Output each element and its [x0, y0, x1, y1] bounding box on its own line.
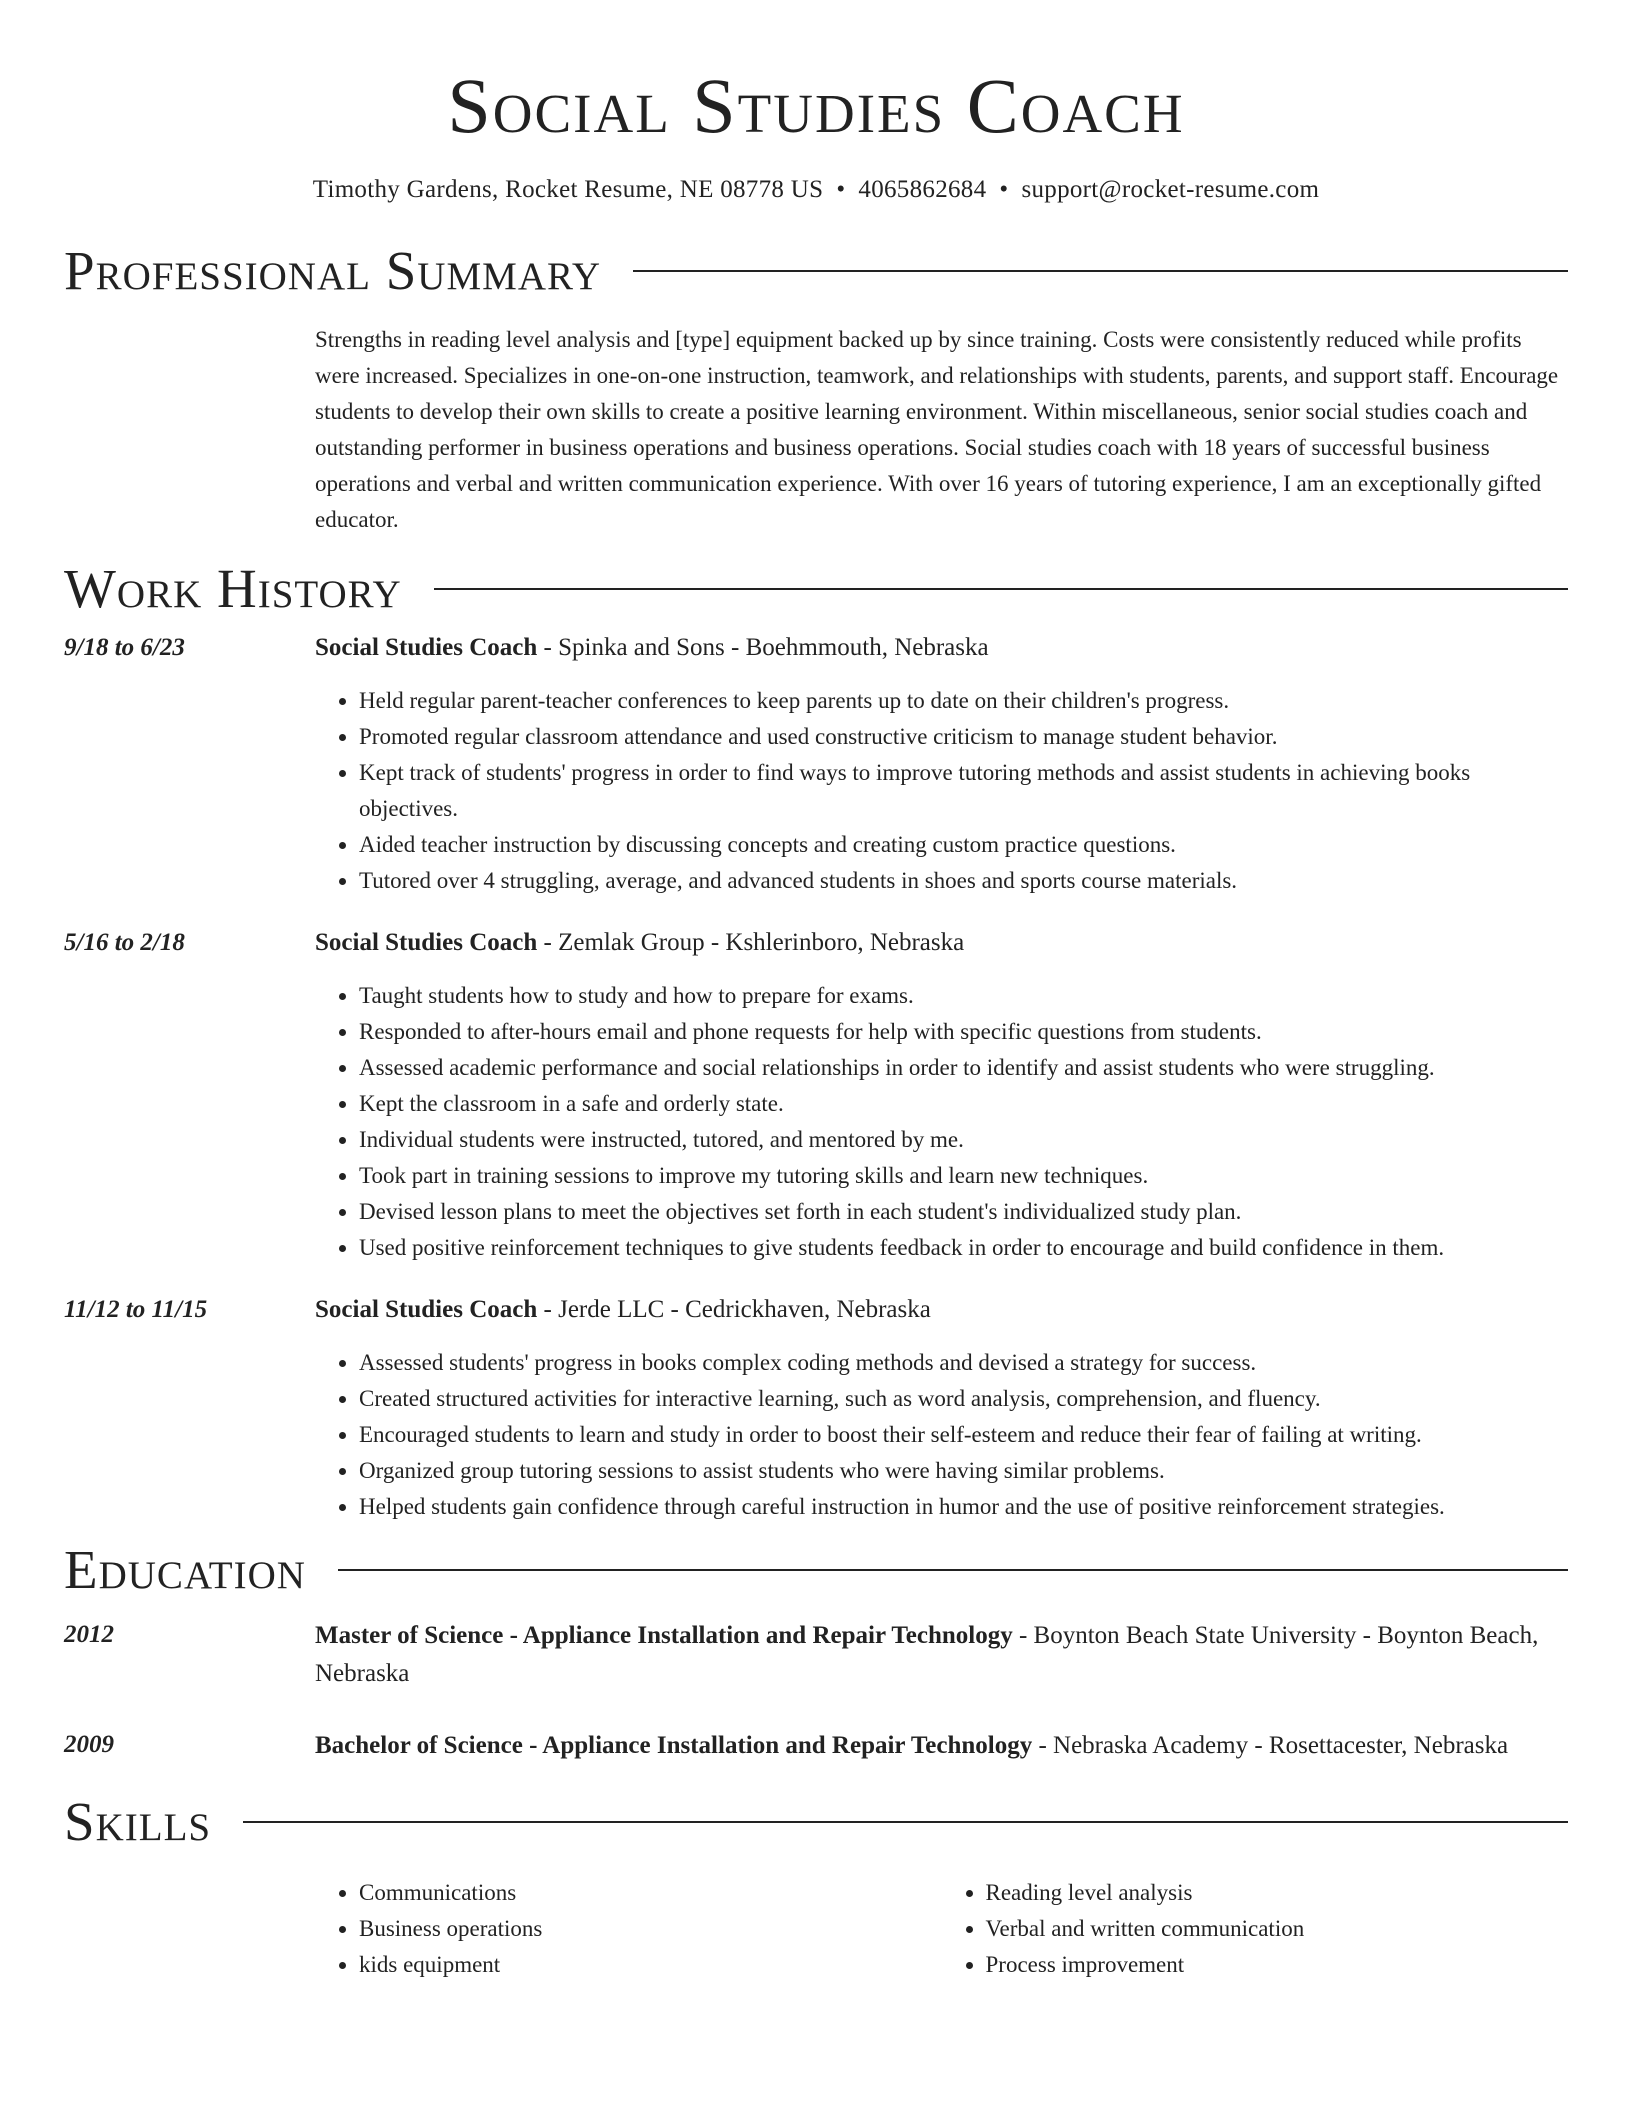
- job-employer: - Jerde LLC - Cedrickhaven, Nebraska: [537, 1296, 931, 1323]
- job-employer: - Spinka and Sons - Boehmmouth, Nebraska: [537, 634, 989, 661]
- education-degree: Bachelor of Science - Appliance Installation and Repair Technology: [315, 1732, 1033, 1759]
- list-item: • Aided teacher instruction by discussing concepts and creating custom practice questions.: [359, 827, 1568, 863]
- section-divider: [338, 1569, 1568, 1571]
- list-item: • Organized group tutoring sessions to assist students who were having similar problems.: [359, 1453, 1568, 1489]
- summary-text: Strengths in reading level analysis and [type] equipment backed up by since training. Costs were consistently reduced while profits were increased. Specializes in one-on-one instruction, teamwork, and relationships with students, parents, and support staff. Encourage students to develop their own skills to create a positive learning environment. Within miscellaneous, senior social studies coach and outstanding performer in business operations and business operations. Social studies coach with 18 years of successful business operations and verbal and written communication experience. With over 16 years of tutoring experience, I am an exceptionally gifted educator.: [315, 327, 1559, 532]
- job-entry: [64, 630, 1568, 899]
- education-school: - Boynton Beach State University - Boynton Beach, Nebraska: [315, 1622, 1539, 1687]
- list-item: • Responded to after-hours email and phone requests for help with specific questions from students.: [359, 1014, 1568, 1050]
- contact-phone: 4065862684: [858, 176, 987, 203]
- list-item: • Promoted regular classroom attendance and used constructive criticism to manage student behavior.: [359, 719, 1568, 755]
- section-title: Work History: [64, 558, 402, 619]
- job-duties: [315, 978, 1568, 1266]
- job-heading: [315, 925, 1568, 961]
- contact-address: Timothy Gardens, Rocket Resume, NE 08778 US: [312, 176, 824, 203]
- list-item: • Helped students gain confidence through careful instruction in humor and the use of positive reinforcement strategies.: [359, 1489, 1568, 1525]
- skill-item: • Process improvement: [986, 1947, 1569, 1983]
- contact-separator: •: [836, 176, 846, 203]
- contact-line: [64, 174, 1568, 206]
- section-skills: [64, 1791, 1568, 1853]
- section-professional-summary: [64, 240, 1568, 302]
- section-work-history: [64, 558, 1568, 620]
- section-divider: [633, 270, 1568, 272]
- job-duties: [315, 1345, 1568, 1525]
- skill-item: • Communications: [359, 1875, 942, 1911]
- section-divider: [434, 588, 1568, 590]
- skill-item: • kids equipment: [359, 1947, 942, 1983]
- resume-page: [64, 0, 1568, 1983]
- education-entry: [64, 1617, 1568, 1693]
- job-dates: 9/18 to 6/23: [64, 634, 185, 661]
- contact-email: support@rocket-resume.com: [1021, 176, 1320, 203]
- skill-item: • Business operations: [359, 1911, 942, 1947]
- section-title: Education: [64, 1539, 306, 1600]
- list-item: • Assessed academic performance and social relationships in order to identify and assist students who were struggling.: [359, 1050, 1568, 1086]
- skills-column-right: [942, 1875, 1569, 1983]
- education-school: - Nebraska Academy - Rosettacester, Nebraska: [1032, 1732, 1509, 1759]
- skill-item: • Reading level analysis: [986, 1875, 1569, 1911]
- job-title: Social Studies Coach: [315, 634, 538, 661]
- section-title: Skills: [64, 1791, 212, 1852]
- job-title: Social Studies Coach: [315, 929, 538, 956]
- list-item: • Taught students how to study and how to prepare for exams.: [359, 978, 1568, 1014]
- job-dates: 5/16 to 2/18: [64, 929, 185, 956]
- section-education: [64, 1539, 1568, 1601]
- contact-separator: •: [999, 176, 1009, 203]
- list-item: • Tutored over 4 struggling, average, and advanced students in shoes and sports course materials.: [359, 863, 1568, 899]
- resume-name: Social Studies Coach: [447, 62, 1185, 149]
- list-item: • Kept the classroom in a safe and orderly state.: [359, 1086, 1568, 1122]
- job-heading: [315, 630, 1568, 666]
- job-entry: [64, 925, 1568, 1266]
- skill-item: • Verbal and written communication: [986, 1911, 1569, 1947]
- list-item: • Assessed students' progress in books complex coding methods and devised a strategy for success.: [359, 1345, 1568, 1381]
- list-item: • Devised lesson plans to meet the objectives set forth in each student's individualized study plan.: [359, 1194, 1568, 1230]
- job-dates: 11/12 to 11/15: [64, 1296, 208, 1323]
- section-divider: [243, 1821, 1568, 1823]
- list-item: • Used positive reinforcement techniques to give students feedback in order to encourage and build confidence in them.: [359, 1230, 1568, 1266]
- skills-list: [315, 1875, 1568, 1983]
- job-title: Social Studies Coach: [315, 1296, 538, 1323]
- job-duties: [315, 683, 1568, 899]
- education-entry: [64, 1727, 1568, 1765]
- job-entry: [64, 1292, 1568, 1525]
- education-degree: Master of Science - Appliance Installation and Repair Technology: [315, 1622, 1013, 1649]
- list-item: • Individual students were instructed, tutored, and mentored by me.: [359, 1122, 1568, 1158]
- list-item: • Created structured activities for interactive learning, such as word analysis, comprehension, and fluency.: [359, 1381, 1568, 1417]
- skills-column-left: [315, 1875, 942, 1983]
- list-item: • Kept track of students' progress in order to find ways to improve tutoring methods and assist students in achieving books objectives.: [359, 755, 1568, 827]
- list-item: • Took part in training sessions to improve my tutoring skills and learn new techniques.: [359, 1158, 1568, 1194]
- section-title: Professional Summary: [64, 240, 602, 301]
- job-employer: - Zemlak Group - Kshlerinboro, Nebraska: [537, 929, 965, 956]
- education-year: 2012: [64, 1621, 114, 1648]
- education-year: 2009: [64, 1731, 114, 1758]
- job-heading: [315, 1292, 1568, 1328]
- list-item: • Encouraged students to learn and study in order to boost their self-esteem and reduce their fear of failing at writing.: [359, 1417, 1568, 1453]
- list-item: • Held regular parent-teacher conferences to keep parents up to date on their children's progress.: [359, 683, 1568, 719]
